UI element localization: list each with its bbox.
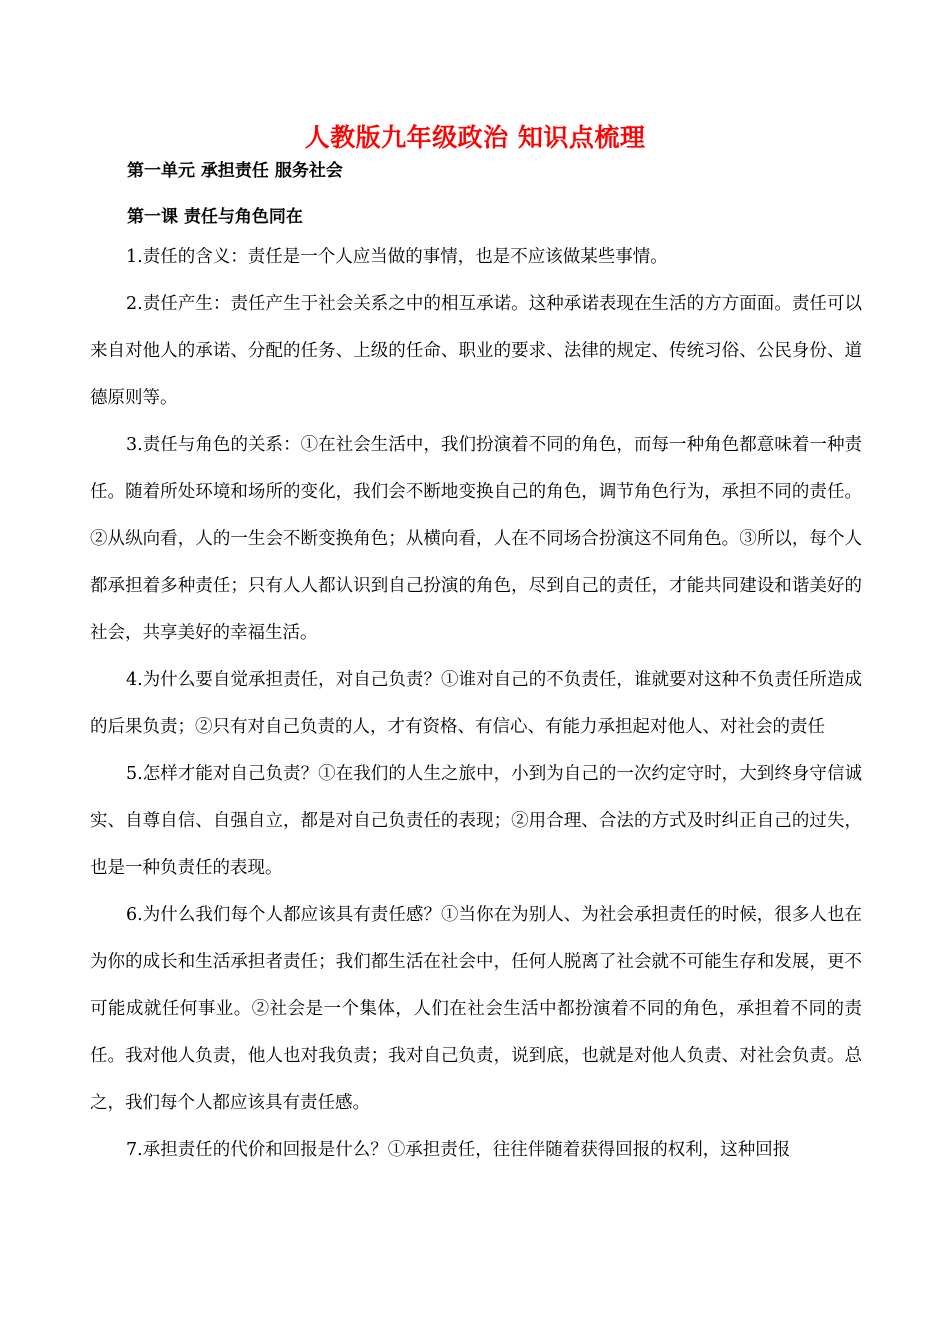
paragraph-5: 5.怎样才能对自己负责？①在我们的人生之旅中，小到为自己的一次约定守时，大到终身守信诚实、自尊自信、自强自立，都是对自己负责任的表现；②用合理、合法的方式及时纠正自己的过失，也是一种负责任的表现。 [90,764,862,878]
paragraph-6: 6.为什么我们每个人都应该具有责任感？①当你在为别人、为社会承担责任的时候，很多人也在为你的成长和生活承担者责任；我们都生活在社会中，任何人脱离了社会就不可能生存和发展，更不可能成就任何事业。②社会是一个集体，人们在社会生活中都扮演着不同的角色，承担着不同的责任。我对他人负责，他人也对我负责；我对自己负责，说到底，也就是对他人负责、对社会负责。总之，我们每个人都应该具有责任感。 [90,905,862,1113]
paragraph-3: 3.责任与角色的关系：①在社会生活中，我们扮演着不同的角色，而每一种角色都意味着一种责任。随着所处环境和场所的变化，我们会不断地变换自己的角色，调节角色行为，承担不同的责任。②从纵向看，人的一生会不断变换角色；从横向看，人在不同场合扮演这不同角色。③所以，每个人都承担着多种责任；只有人人都认识到自己扮演的角色，尽到自己的责任，才能共同建设和谐美好的社会，共享美好的幸福生活。 [90,435,862,643]
paragraph-7: 7.承担责任的代价和回报是什么？①承担责任，往往伴随着获得回报的权利，这种回报 [126,1140,791,1160]
document-body [90,234,862,1174]
paragraph-1: 1.责任的含义：责任是一个人应当做的事情，也是不应该做某些事情。 [126,247,668,267]
paragraph-2: 2.责任产生：责任产生于社会关系之中的相互承诺。这种承诺表现在生活的方方面面。责任可以来自对他人的承诺、分配的任务、上级的任命、职业的要求、法律的规定、传统习俗、公民身份、道德原则等。 [90,294,862,408]
unit-heading: 第一单元 承担责任 服务社会 [127,161,343,181]
lesson-heading: 第一课 责任与角色同在 [127,207,303,227]
document-title: 人教版九年级政治 知识点梳理 [304,123,646,152]
paragraph-4: 4.为什么要自觉承担责任，对自己负责？①谁对自己的不负责任，谁就要对这种不负责任所造成的后果负责；②只有对自己负责的人，才有资格、有信心、有能力承担起对他人、对社会的责任 [90,670,862,737]
